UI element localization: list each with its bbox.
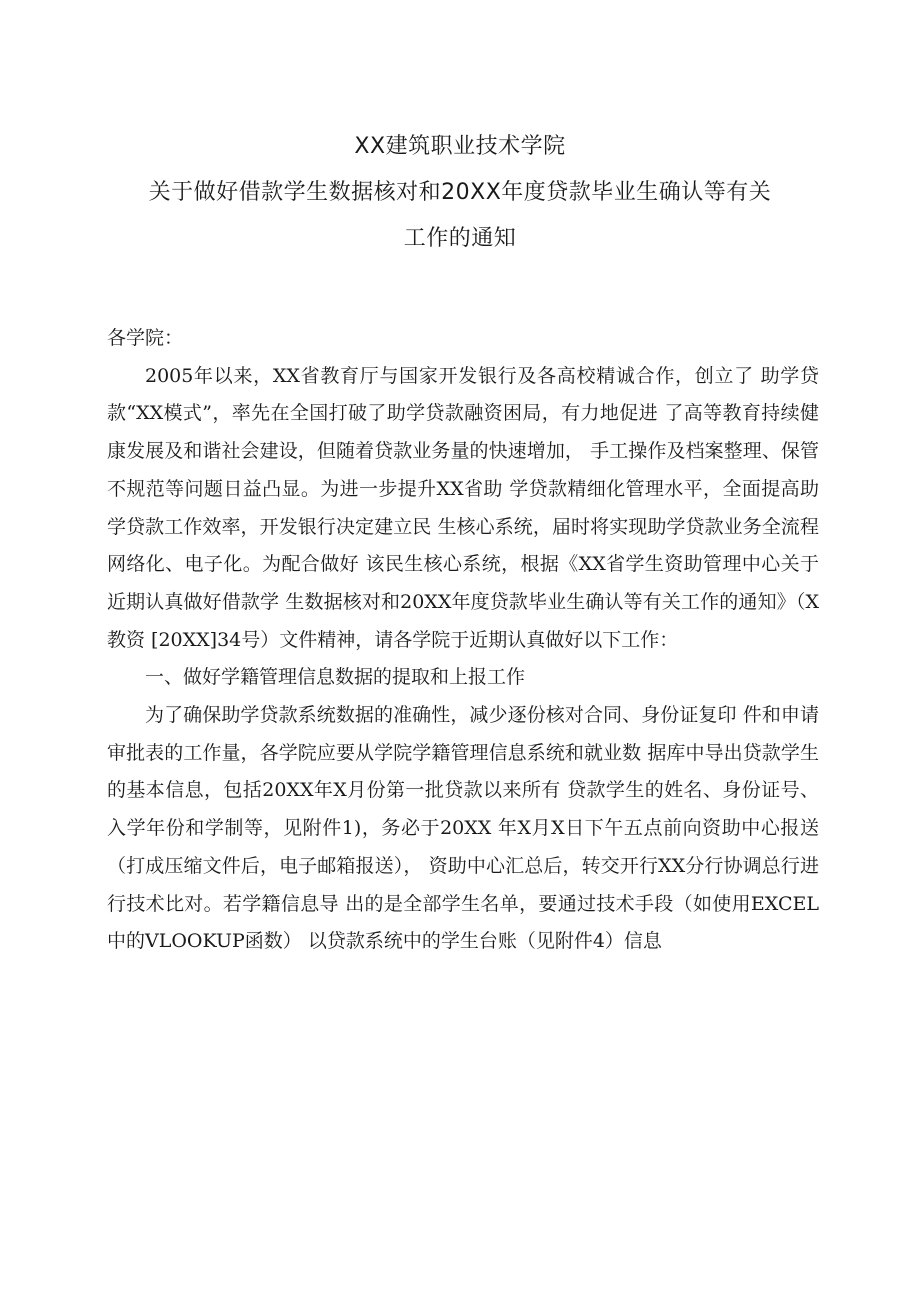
document-title: [0, 124, 920, 262]
document-body: [107, 320, 819, 961]
notice-title-line-2: 工作的通知: [403, 226, 517, 251]
section-paragraph: 为了确保助学贷款系统数据的准确性，减少逐份核对合同、身份证复印 件和申请审批表的工作量，各学院应要从学院学籍管理信息系统和就业数 据库中导出贷款学生的基本信息，包括20XX年X月份第一批贷款以来所有 贷款学生的姓名、身份证号、入学年份和学制等，见附件1)，务必于20XX 年X月X日下午五点前向资助中心报送（打成压缩文件后，电子邮箱报送）， 资助中心汇总后，转交开行XX分行协调总行进行技术比对。若学籍信息导 出的是全部学生名单，要通过技术手段（如使用EXCEL中的VLOOKUP函数） 以贷款系统中的学生台账（见附件4）信息: [107, 704, 819, 953]
salutation: 各学院：: [107, 327, 184, 349]
notice-title-line-1: 关于做好借款学生数据核对和20XX年度贷款毕业生确认等有关: [148, 180, 772, 205]
section-heading: 一、做好学籍管理信息数据的提取和上报工作: [145, 666, 526, 689]
intro-paragraph: 2005年以来，XX省教育厅与国家开发银行及各高校精诚合作，创立了 助学贷款“XX模式”，率先在全国打破了助学贷款融资困局，有力地促进 了高等教育持续健康发展及和谐社会建设，但随着贷款业务量的快速增加， 手工操作及档案整理、保管不规范等问题日益凸显。为进一步提升XX省助 学贷款精细化管理水平，全面提高助学贷款工作效率，开发银行决定建立民 生核心系统，届时将实现助学贷款业务全流程网络化、电子化。为配合做好 该民生核心系统，根据《XX省学生资助管理中心关于近期认真做好借款学 生数据核对和20XX年度贷款毕业生确认等有关工作的通知》（X教资 [20XX]34号）文件精神，请各学院于近期认真做好以下工作：: [107, 364, 819, 651]
institution-name: XX建筑职业技术学院: [354, 134, 566, 159]
